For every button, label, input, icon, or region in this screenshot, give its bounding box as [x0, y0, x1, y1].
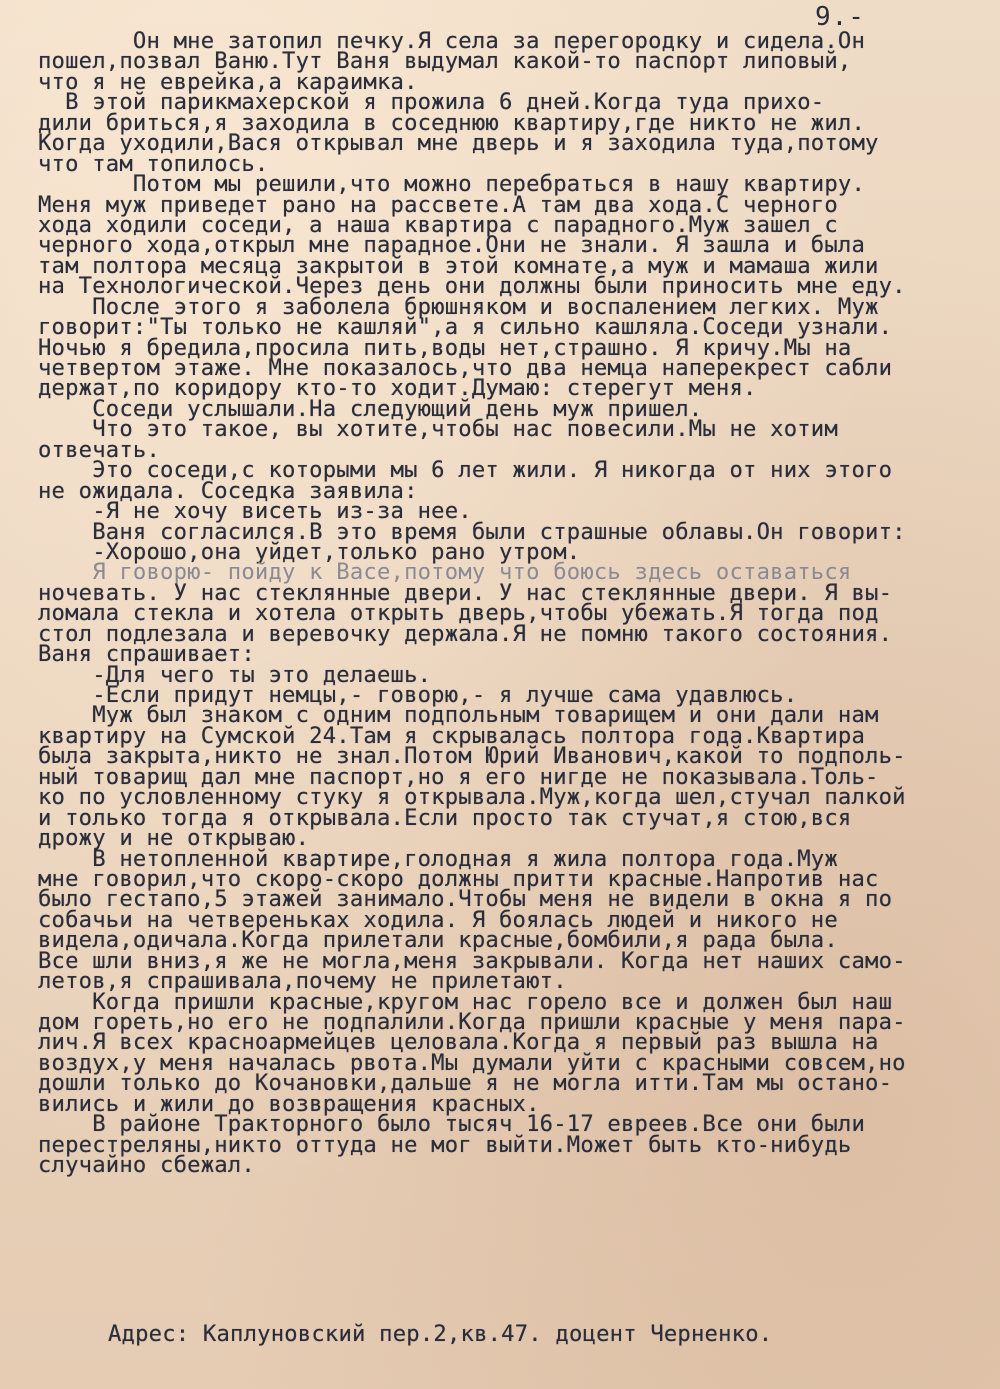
- text-line: Ночью я бредила,просила пить,воды нет,страшно. Я кричу.Мы на: [38, 334, 852, 361]
- text-line: квартиру на Сумской 24.Там я скрывалась полтора года.Квартира: [38, 722, 866, 749]
- text-line: Это соседи,с которыми мы 6 лет жили. Я никогда от них этого: [38, 457, 893, 484]
- address-line: Адрес: Каплуновский пер.2,кв.47. доцент Черненко.: [108, 1321, 773, 1347]
- text-line: хода ходили соседи, а наша квартира с парадного.Муж зашел с: [38, 211, 838, 238]
- text-line: ный товарищ дал мне паспорт,но я его нигде не показывала.Толь-: [38, 763, 879, 790]
- text-line: Я говорю- пойду к Васе,потому что боюсь здесь оставаться: [38, 559, 852, 586]
- text-line: -Я не хочу висеть из-за нее.: [38, 498, 472, 525]
- text-line: Муж был знаком с одним подпольным товарищем и они дали нам: [38, 702, 879, 729]
- text-line: Когда уходили,Вася открывал мне дверь и я заходила туда,потому: [38, 130, 879, 157]
- text-line: вились и жили до возвращения красных.: [38, 1090, 540, 1117]
- text-line: что я не еврейка,а караимка.: [38, 68, 418, 95]
- text-line: В этой парикмахерской я прожила 6 дней.Когда туда прихо-: [38, 89, 825, 116]
- text-line: там полтора месяца закрытой в этой комнате,а муж и мамаша жили: [38, 252, 879, 279]
- text-line: Соседи услышали.На следующий день муж пришел.: [38, 395, 703, 422]
- text-line: на Технологической.Через день они должны были приносить мне еду.: [38, 273, 906, 300]
- text-line: Все шли вниз,я же не могла,меня закрывали. Когда нет наших само-: [38, 947, 906, 974]
- text-line: Он мне затопил печку.Я села за перегородку и сидела.Он: [38, 28, 866, 54]
- text-line: В районе Тракторного было тысяч 16-17 евреев.Все они были: [38, 1111, 866, 1138]
- text-line: пошел,позвал Ваню.Тут Ваня выдумал какой-то паспорт липовый,: [38, 48, 852, 75]
- text-line: четвертом этаже. Мне показалось,что два немца наперекрест сабли: [38, 355, 893, 381]
- body-text: [38, 28, 990, 1179]
- text-line: перестреляны,никто оттуда не мог выйти.Может быть кто-нибудь: [38, 1131, 852, 1158]
- text-line: что там топилось.: [38, 150, 269, 177]
- text-line: -Для чего ты это делаешь.: [38, 661, 432, 688]
- text-line: собачьи на четвереньках ходила. Я боялась людей и никого не: [38, 906, 838, 933]
- text-line: летов,я спрашивала,почему не прилетают.: [38, 968, 567, 995]
- text-line: лич.Я всех красноармейцев целовала.Когда я первый раз вышла на: [38, 1029, 879, 1056]
- text-line: ко по условленному стуку я открывала.Муж,когда шел,стучал палкой: [38, 784, 906, 811]
- text-line: черного хода,открыл мне парадное.Они не знали. Я зашла и была: [38, 232, 866, 259]
- text-line: Когда пришли красные,кругом нас горело все и должен был наш: [38, 988, 893, 1015]
- text-line: стол подлезала и веревочку держала.Я не помню такого состояния.: [38, 620, 893, 647]
- text-line: воздух,у меня началась рвота.Мы думали уйти с красными совсем,но: [38, 1049, 906, 1076]
- text-line: ломала стекла и хотела открыть дверь,чтобы убежать.Я тогда под: [38, 600, 879, 627]
- text-line: Что это такое, вы хотите,чтобы нас повесили.Мы не хотим: [38, 416, 838, 443]
- text-line: -Хорошо,она уйдет,только рано утром.: [38, 538, 581, 565]
- text-line: дили бриться,я заходила в соседнюю квартиру,где никто не жил.: [38, 109, 866, 136]
- text-line: Потом мы решили,что можно перебраться в нашу квартиру.: [38, 171, 866, 198]
- text-line: -Если придут немцы,- говорю,- я лучше сама удавлюсь.: [38, 682, 798, 708]
- text-line: Меня муж приведет рано на рассвете.А там два хода.С черного: [38, 191, 838, 218]
- text-line: не ожидала. Соседка заявила:: [38, 477, 418, 504]
- text-line: дошли только до Кочановки,дальше я не могла итти.Там мы остано-: [38, 1070, 893, 1097]
- text-line: видела,одичала.Когда прилетали красные,бомбили,я рада была.: [38, 927, 838, 954]
- text-line: Ваня спрашивает:: [38, 641, 255, 668]
- text-line: В нетопленной квартире,голодная я жила полтора года.Муж: [38, 845, 838, 872]
- text-line: Ваня согласился.В это время были страшные облавы.Он говорит:: [38, 518, 906, 545]
- text-line: было гестапо,5 этажей занимало.Чтобы меня не видели в окна я по: [38, 886, 893, 913]
- text-line: говорит:"Ты только не кашляй",а я сильно кашляла.Соседи узнали.: [38, 314, 893, 341]
- text-line: случайно сбежал.: [38, 1152, 255, 1179]
- text-line: держат,по коридору кто-то ходит.Думаю: стерегут меня.: [38, 375, 757, 402]
- text-line: и только тогда я открывала.Если просто так стучат,я стою,вся: [38, 804, 852, 831]
- text-line: мне говорил,что скоро-скоро должны притти красные.Напротив нас: [38, 865, 879, 892]
- text-line: была закрыта,никто не знал.Потом Юрий Иванович,какой то подполь-: [38, 743, 906, 770]
- text-line: дом гореть,но его не подпалили.Когда пришли красные у меня пара-: [38, 1009, 906, 1035]
- text-line: ночевать. У нас стеклянные двери. У нас стеклянные двери. Я вы-: [38, 579, 893, 606]
- text-line: После этого я заболела брюшняком и воспалением легких. Муж: [38, 293, 879, 320]
- page-number: 9.-: [815, 2, 865, 32]
- text-line: отвечать.: [38, 436, 161, 463]
- text-line: дрожу и не открываю.: [38, 825, 310, 852]
